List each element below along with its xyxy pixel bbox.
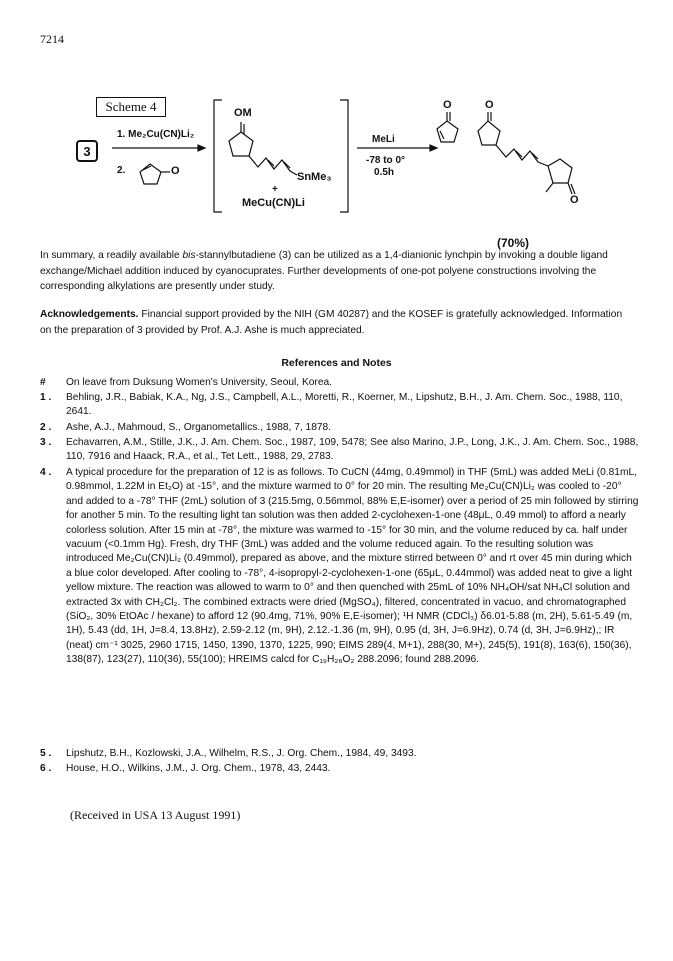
reference-mark: 1 .: [40, 392, 52, 403]
product-o-enone: O: [443, 99, 452, 111]
product-ring-1: [478, 121, 500, 145]
right-bracket: [340, 100, 348, 212]
reference-text: Lipshutz, B.H., Kozlowski, J.A., Wilhelm, R.S., J. Org. Chem., 1984, 49, 3493.: [66, 748, 417, 759]
enolate-ring: [229, 132, 253, 156]
acknowledgements-label: Acknowledgements.: [40, 309, 139, 320]
scheme-title: Scheme 4: [96, 97, 166, 117]
reference-mark: 3 .: [40, 437, 52, 448]
reference-text: A typical procedure for the preparation of 12 is as follows. To CuCN (44mg, 0.49mmol) in THF (5mL) was added MeLi (0.81mL, 0.98mmol, 1.22M in Et₂O) at -15°, and the mixture warmed to 0° for 20 min. The resulting Me₂Cu(CN)Li₂ was cooled to -20° and added to a -78° THF (2mL) solution of 3 (215.5mg, 0.56mmol, 88% E,E-isomer) over a period of 25 min followed by stirring for another 5 min. To the resulting light tan solution was then added 2-cyclohexen-1-one (48μL, 0.49 mmol) to afford a nearly colorless solution. After 15 min at -78°, the mixture was warmed to -15° for 30 min, and the volume reduced by ca. half under vacuum (<0.1mm Hg). Fresh, dry THF (3mL) was added and the volume reduced again. To the resulting solution was introduced Me₂Cu(CN)Li₂ (0.49mmol), prepared as above, and the mixture stirred between 0° and rt over 45 min during which a blue color developed. After cooling to -78°, 4-isopropyl-2-cyclohexen-1-one (65μL, 0.44mmol) was added neat to give a light yellow mixture. The reaction was allowed to warm to 0° and then quenched with 25mL of 10% NH₄OH/sat NH₄Cl solution and extracted 3x with CH₂Cl₂. The combined extracts were dried (MgSO₄), filtered, concentrated in vacuo, and chromatographed (SiO₂, 30% EtOAc / hexane) to afford 12 (90.4mg, 71%, 90% E,E-isomer); ¹H NMR (CDCl₃) δ6.01-5.88 (m, 2H), 5.61-5.49 (m, 1H), 5.43 (dd, 1H, J=8.4, 13.8Hz), 2.59-2.12 (m, 9H), 2.12.-1.36 (m, 9H), 0.95 (d, 3H, J=6.9Hz), 0.74 (d, 3H, J=6.9Hz),; IR (neat) cm⁻¹ 3025, 2960 1715, 1450, 1390, 1370, 1225, 990; EIMS 289(4, M+1), 288(30, M+), 245(5), 191(8), 163(6), 150(36), 138(87), 123(27), 110(36), 55(100); HREIMS calcd for C₁₉H₂₈O₂ 288.2096; found 288.2096.: [66, 467, 639, 666]
meli-reagent: MeLi: [372, 134, 395, 145]
left-bracket: [214, 100, 222, 212]
conditions-time: 0.5h: [374, 167, 395, 178]
product-o-left: O: [485, 99, 494, 111]
received-date: (Received in USA 13 August 1991): [70, 808, 241, 822]
page-number: 7214: [40, 32, 64, 46]
product-diene: [496, 145, 548, 166]
intermediate-snme3: SnMe₃: [297, 171, 332, 183]
references-heading: References and Notes: [281, 357, 392, 369]
reference-item: [40, 421, 640, 435]
summary-rest: -stannylbutadiene (3) can be utilized as a 1,4-dianionic lynchpin by invoking a double ligand exchange/Michael addition induced by cyanocuprates. Further developments of one-pot polyene constructions involving the corresponding alkylations are presently under study.: [40, 250, 608, 292]
reference-item: [40, 376, 640, 390]
intermediate-om: OM: [234, 107, 252, 119]
summary-lead: In summary, a readily available: [40, 250, 183, 261]
reference-mark: #: [40, 377, 46, 388]
reference-text: House, H.O., Wilkins, J.M., J. Org. Chem., 1978, 43, 2443.: [66, 763, 331, 774]
scheme-drawing: [0, 0, 673, 250]
intermediate-plus: +: [272, 184, 278, 195]
step1-reagent: 1. Me₂Cu(CN)Li₂: [117, 129, 195, 140]
reference-mark: 6 .: [40, 763, 52, 774]
reference-mark: 2 .: [40, 422, 52, 433]
reference-item: [40, 391, 640, 420]
cyclopentenone-reagent: [140, 164, 161, 184]
step2-carbonyl-o: O: [171, 165, 180, 177]
reference-text: Echavarren, A.M., Stille, J.K., J. Am. Chem. Soc., 1987, 109, 5478; See also Marino, J.P., Long, J.K., J. Am. Chem. Soc., 1988, 110, 7916 and Haack, R.A., et al., Tet Lett., 1988, 29, 2783.: [66, 437, 639, 463]
product-o-right: O: [570, 194, 579, 206]
reference-text: Ashe, A.J., Mahmoud, S., Organometallics., 1988, 7, 1878.: [66, 422, 332, 433]
byproduct-mecu: MeCu(CN)Li: [242, 197, 305, 209]
reference-mark: 5 .: [40, 748, 52, 759]
conditions-temp: -78 to 0°: [366, 155, 406, 166]
reference-mark: 4 .: [40, 467, 52, 478]
reaction-arrow-2-head: [430, 145, 437, 151]
reference-item: [40, 762, 640, 776]
reaction-arrow-1-head: [198, 145, 205, 151]
reference-text: Behling, J.R., Babiak, K.A., Ng, J.S., Campbell, A.L., Moretti, R., Koerner, M., Lipshutz, B.H., J. Am. Chem. Soc., 1988, 110, 2641.: [66, 392, 623, 418]
reference-item: [40, 466, 640, 668]
compound-3-badge: 3: [76, 140, 98, 162]
summary-italic: bis: [182, 250, 196, 261]
summary-paragraph: [40, 248, 636, 295]
acknowledgements-text: Financial support provided by the NIH (GM 40287) and the KOSEF is gratefully acknowledged. Information on the preparation of 3 provided by Prof. A.J. Ashe is much appreciated.: [40, 309, 623, 336]
reference-item: [40, 436, 640, 465]
product-ring-2: [548, 159, 572, 183]
product-yield: (70%): [497, 236, 530, 250]
acknowledgements-paragraph: [40, 307, 636, 338]
reference-text: On leave from Duksung Women's University, Seoul, Korea.: [66, 377, 332, 388]
reference-item: [40, 747, 640, 761]
step2-label: 2.: [117, 165, 126, 176]
